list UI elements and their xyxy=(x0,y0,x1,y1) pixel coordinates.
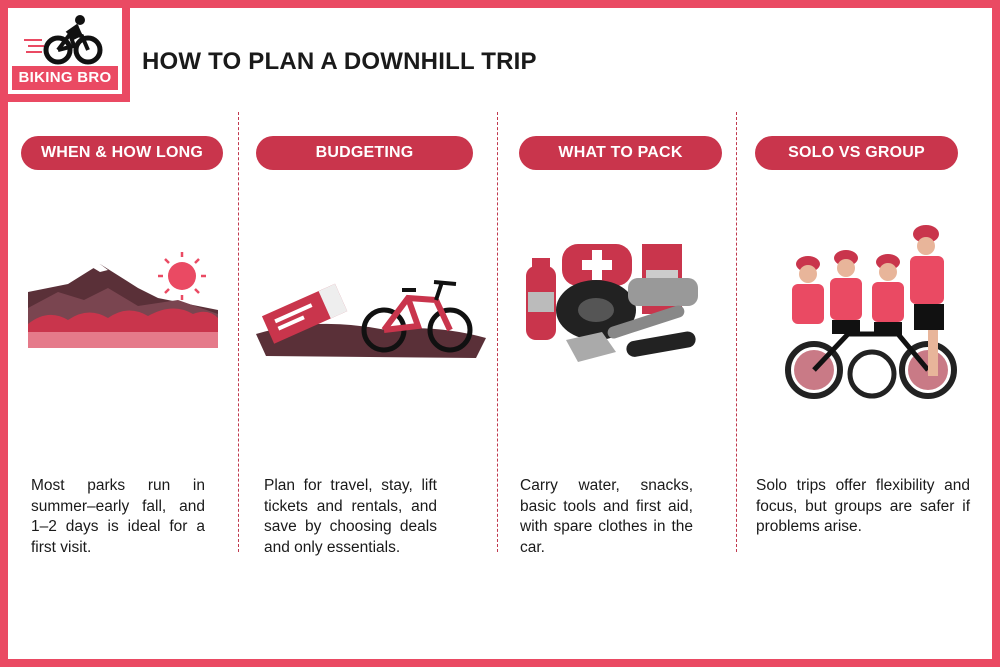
ticket-bike-icon xyxy=(256,272,492,362)
column-divider xyxy=(497,112,498,552)
column-divider xyxy=(736,112,737,552)
mountain-sun-icon xyxy=(28,248,218,348)
gear-pile-icon xyxy=(522,236,712,370)
rider-group-icon xyxy=(778,224,964,400)
column-text-when: Most parks run in summer–early fall, and 1–2 days is ideal for a first visit. xyxy=(31,477,205,556)
page-title: HOW TO PLAN A DOWNHILL TRIP xyxy=(142,48,537,75)
column-header-when: WHEN & HOW LONG xyxy=(21,136,223,170)
column-header-budgeting: BUDGETING xyxy=(256,136,473,170)
cyclist-icon xyxy=(22,14,108,66)
brand-logo[interactable] xyxy=(0,0,130,102)
column-text-solo: Solo trips offer flexibility and focus, but groups are safer if problems arise. xyxy=(756,477,970,535)
column-divider xyxy=(238,112,239,552)
logo-text: BIKING BRO xyxy=(12,66,118,90)
column-header-pack: WHAT TO PACK xyxy=(519,136,722,170)
column-header-solo: SOLO VS GROUP xyxy=(755,136,958,170)
column-text-budgeting: Plan for travel, stay, lift tickets and rentals, and save by choosing deals and only essentials. xyxy=(264,477,437,556)
column-text-pack: Carry water, snacks, basic tools and first aid, with spare clothes in the car. xyxy=(520,477,693,556)
